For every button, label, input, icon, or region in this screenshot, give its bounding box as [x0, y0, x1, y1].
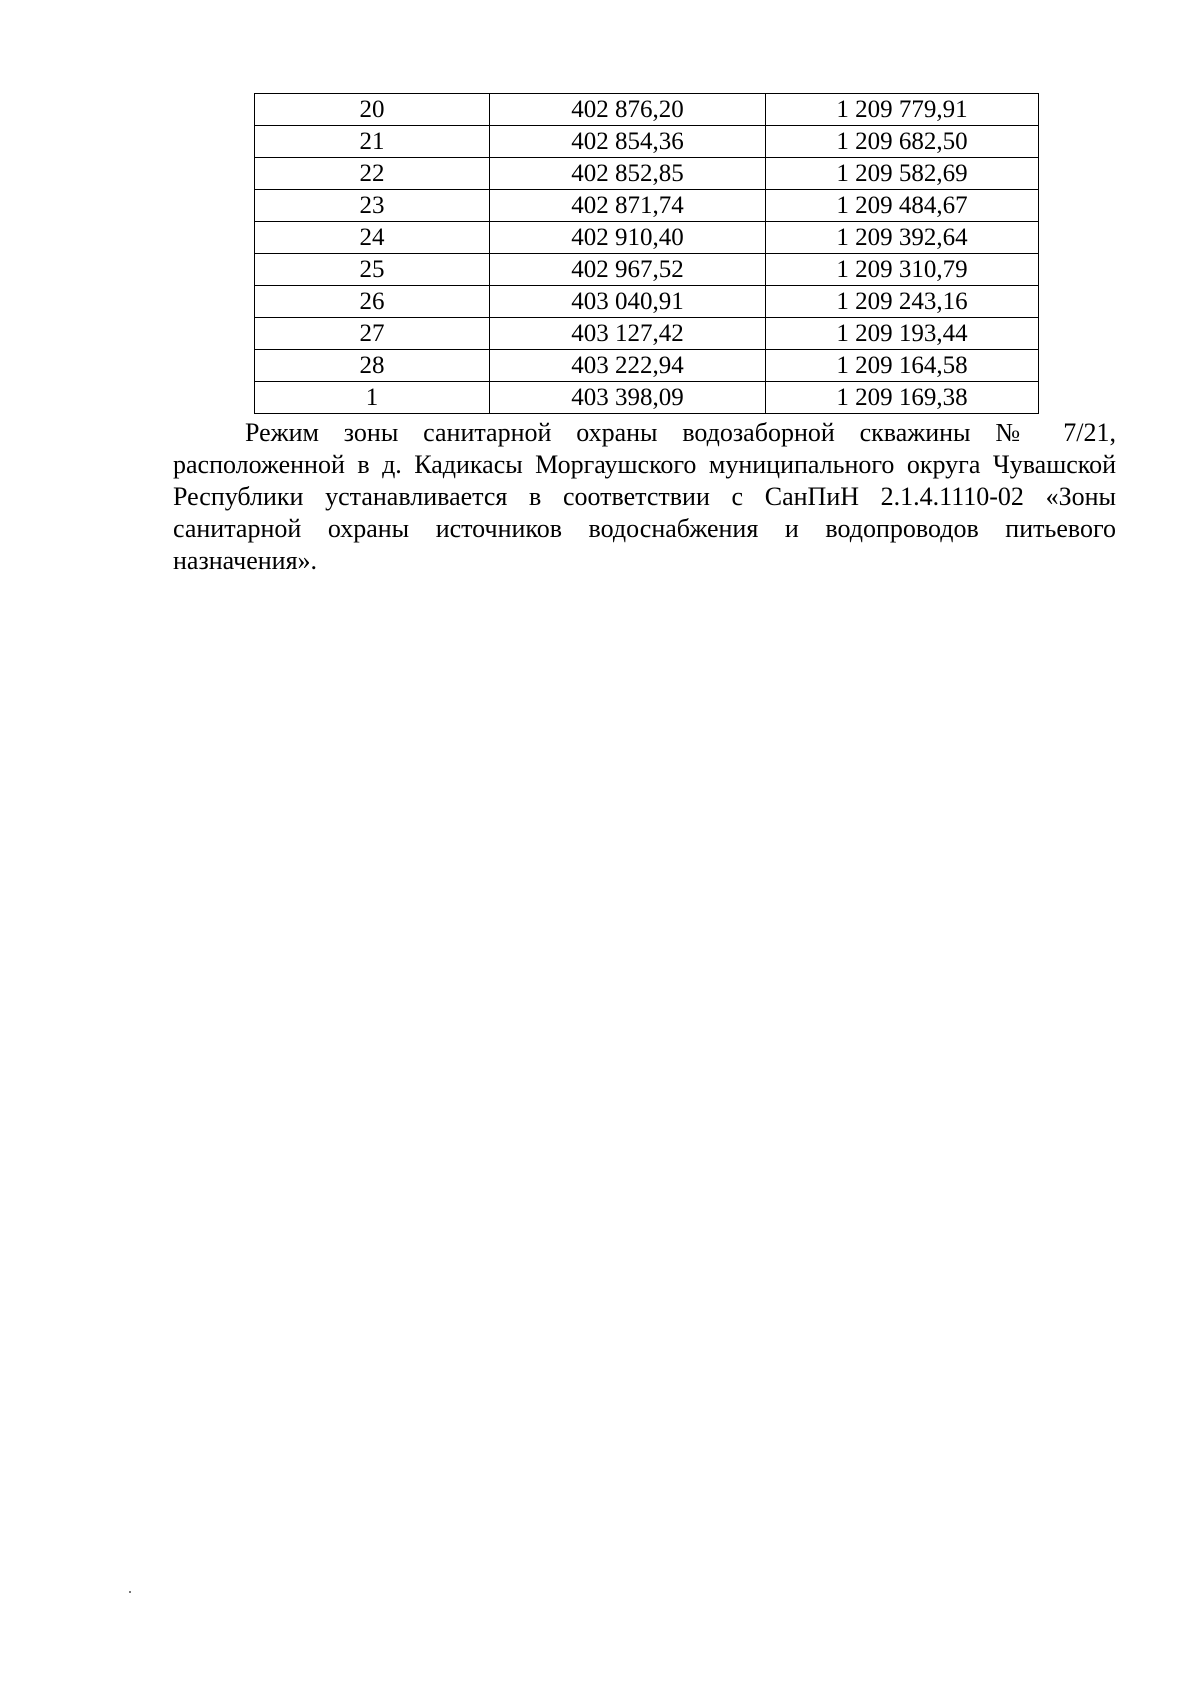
sanitary-zone-regime-paragraph: Режим зоны санитарной охраны водозаборной скважины № 7/21, расположенной в д. Кадикасы Моргаушского муниципального округа Чувашской Республики устанавливается в соответствии с СанПиН 2.1.4.1110-02 «Зоны санитарной охраны источников водоснабжения и водопроводов питьевого назначения». [173, 418, 1116, 575]
x-coordinate-cell: 403 222,94 [490, 350, 766, 382]
table-row [255, 254, 1039, 286]
x-coordinate-cell: 402 871,74 [490, 190, 766, 222]
table-row [255, 286, 1039, 318]
point-number-cell: 28 [255, 350, 490, 382]
x-coordinate-cell: 402 967,52 [490, 254, 766, 286]
y-coordinate-cell: 1 209 682,50 [766, 126, 1039, 158]
table-row [255, 382, 1039, 414]
point-number-cell: 25 [255, 254, 490, 286]
y-coordinate-cell: 1 209 243,16 [766, 286, 1039, 318]
scan-speck [129, 1591, 131, 1593]
x-coordinate-cell: 403 040,91 [490, 286, 766, 318]
table-row [255, 158, 1039, 190]
point-number-cell: 24 [255, 222, 490, 254]
point-number-cell: 26 [255, 286, 490, 318]
table-row [255, 190, 1039, 222]
x-coordinate-cell: 402 854,36 [490, 126, 766, 158]
y-coordinate-cell: 1 209 193,44 [766, 318, 1039, 350]
y-coordinate-cell: 1 209 392,64 [766, 222, 1039, 254]
point-number-cell: 1 [255, 382, 490, 414]
point-number-cell: 23 [255, 190, 490, 222]
y-coordinate-cell: 1 209 779,91 [766, 94, 1039, 126]
y-coordinate-cell: 1 209 582,69 [766, 158, 1039, 190]
point-number-cell: 22 [255, 158, 490, 190]
y-coordinate-cell: 1 209 169,38 [766, 382, 1039, 414]
x-coordinate-cell: 402 852,85 [490, 158, 766, 190]
point-number-cell: 20 [255, 94, 490, 126]
coordinates-table [254, 93, 1039, 414]
x-coordinate-cell: 402 910,40 [490, 222, 766, 254]
y-coordinate-cell: 1 209 484,67 [766, 190, 1039, 222]
point-number-cell: 27 [255, 318, 490, 350]
y-coordinate-cell: 1 209 310,79 [766, 254, 1039, 286]
table-row [255, 222, 1039, 254]
x-coordinate-cell: 402 876,20 [490, 94, 766, 126]
x-coordinate-cell: 403 127,42 [490, 318, 766, 350]
table-row [255, 94, 1039, 126]
x-coordinate-cell: 403 398,09 [490, 382, 766, 414]
point-number-cell: 21 [255, 126, 490, 158]
y-coordinate-cell: 1 209 164,58 [766, 350, 1039, 382]
table-row [255, 126, 1039, 158]
table-row [255, 318, 1039, 350]
table-row [255, 350, 1039, 382]
